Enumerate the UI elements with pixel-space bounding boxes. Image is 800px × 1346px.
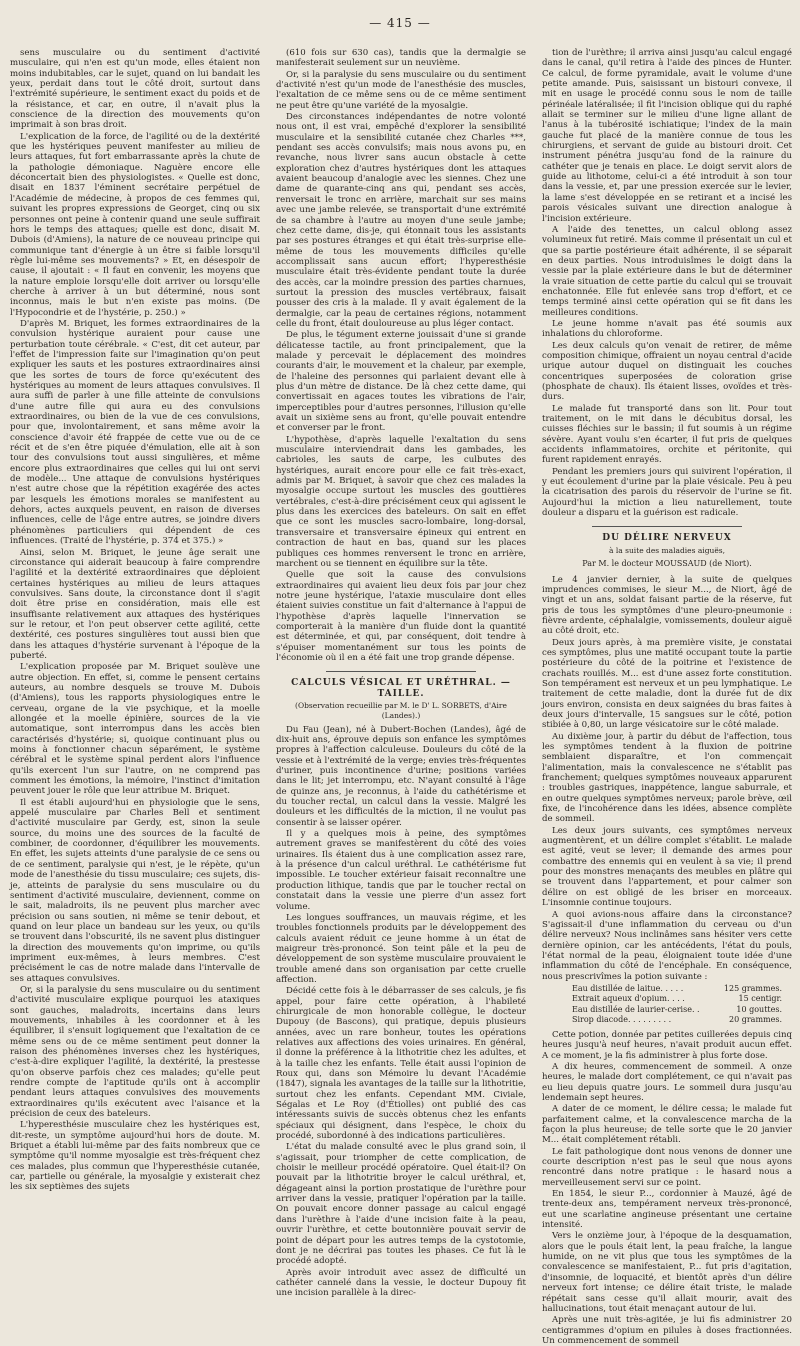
paragraph: Le fait pathologique dont nous venons de donner une courte description n'est pas le seul que nous ayons rencontré dans notre pratique : le hasard nous a merveilleusement servi sur ce point. (542, 1146, 792, 1188)
paragraph: Deux jours après, à ma première visite, je constatai ces symptômes, plus une matité occupant toute la partie postérieure du côté de la poitrine et l'existence de crachats rouillés. M... est d'une assez forte constitution. Son tempérament est nerveux et un peu lymphatique. Le traitement de cette maladie, dont la durée fut de dix jours environ, consista en deux saignées du bras faites à deux jours d'intervalle, 15 sangsues sur le côté, potion stibiée à 0,80, un large vésicatoire sur le côté malade. (542, 637, 792, 731)
paragraph: Du Fau (Jean), né à Dubert-Bochen (Landes), âgé de dix-huit ans, éprouve depuis son enfance les symptômes propres à l'affection calculeuse. Douleurs du côté de la vessie et à l'extrémité de la verge; envies très-fréquentes d'uriner, puis incontinence d'urine; positions variées dans le lit; jet interrompu, etc. N'ayant consulté à l'âge de quinze ans, je reconnus, à l'aide du cathétérisme et du toucher rectal, un calcul dans la vessie. Malgré les douleurs et les difficultés de la miction, il ne voulut pas consentir à se laisser opérer. (276, 724, 526, 828)
paragraph: Décidé cette fois à le débarrasser de ses calculs, je fis appel, pour faire cette opération, à l'habileté chirurgicale de mon honorable collègue, le docteur Dupouy (de Bascons), qui pratique, depuis plusieurs années, avec un rare bonheur, toutes les opérations relatives aux affections des voies urinaires. En général, il donne la préférence à la lithotritie chez les adultes, et à la taille chez les enfants. Telle était aussi l'opinion de Roux qui, dans son Mémoire lu devant l'Académie (1847), signala les avantages de la taille sur la lithotritie, surtout chez les enfants. Cependant MM. Civiale, Ségalas et Le Roy (d'Étiolles) ont publié des cas intéressants suivis de succès obtenus chez les enfants spéciaux qui désignent, dans l'espèce, le choix du procédé, subordonné à des indications particulières. (276, 986, 526, 1142)
paragraph: Les longues souffrances, un mauvais régime, et les troubles fonctionnels produits par le développement des calculs avaient réduit ce jeune homme à un état de maigreur très-prononcé. Son teint pâle et la peu de développement de son système musculaire prouvaient le trouble amené dans son organisation par cette cruelle affection. (276, 912, 526, 985)
byline: Par M. le docteur MOUSSAUD (de Niort). (582, 559, 752, 569)
paragraph: Au dixième jour, à partir du début de l'affection, tous les symptômes tendent à la fluxion de poitrine semblaient disparaître, et l'on commençait l'alimentation, mais la convalescence ne s'établit pas franchement; quelques symptômes nouveaux apparurent : troubles gastriques, inappétence, langue saburrale, et en outre quelques symptômes nerveux; parole brève, œil fixe, de l'incohérence dans les idées, absence complète de sommeil. (542, 731, 792, 825)
prescription-quantity: 20 grammes. (729, 1015, 782, 1025)
paragraph: A dater de ce moment, le délire cessa; le malade fut parfaitement calme, et la convalescence marcha de la façon la plus heureuse; de telle sorte que le 20 janvier M... était complétement rétabli. (542, 1104, 792, 1146)
paragraph: Après une nuit très-agitée, je lui fis administrer 20 centigrammes d'opium en pilules à doses fractionnées. Un commencement de sommeil (542, 1315, 792, 1346)
paragraph: Quelle que soit la cause des convulsions extraordinaires qui avaient lieu deux fois par jour chez notre jeune hystérique, l'ataxie musculaire dont elles étaient suivies constitue un fait d'alternance à l'appui de l'hypothèse d'après laquelle l'innervation se comporterait à la manière d'un fluide dont la quantité est déterminée, et qui, par conséquent, doit tendre à s'épuiser momentanément sur tous les points de l'économie où il en a été fait une trop grande dépense. (276, 570, 526, 663)
section-title: CALCULS VÉSICAL ET URÉTHRAL. — TAILLE. (291, 678, 511, 699)
section-divider (592, 526, 742, 527)
paragraph: A dix heures, commencement de sommeil. A onze heures, le malade dort complétement, ce qui n'avait pas eu lieu depuis quatre jours. Le sommeil dura jusqu'au lendemain sept heures. (542, 1061, 792, 1103)
paragraph: Le malade fut transporté dans son lit. Pour tout traitement, on le mit dans le décubitus dorsal, les cuisses fléchies sur le bassin; il fut soumis à un régime sévère. Ayant voulu s'en écarter, il fut pris de quelques accidents inflammatoires, orchite et péritonite, qui furent rapidement enrayés. (542, 403, 792, 466)
prescription-label: Eau distillée de laitue. . . . . (572, 983, 684, 993)
paragraph: Or, si la paralysie du sens musculaire ou du sentiment d'activité n'est qu'un mode de l'anesthésie des muscles, l'exaltation de ce même sens ou de ce même sentiment ne peut être qu'une variété de la myosalgie. (276, 69, 526, 111)
paragraph: En 1854, le sieur P..., cordonnier à Mauzé, âgé de trente-deux ans, tempérament nerveux très-prononcé, eut une scarlatine angineuse présentant une certaine intensité. (542, 1189, 792, 1231)
prescription-quantity: 125 grammes. (723, 983, 782, 993)
section-subtitle: (Observation recueillie par M. le D' L. SORBETS, d'Aire (Landes).) (295, 700, 507, 721)
paragraph: L'état du malade consulté avec le plus grand soin, il s'agissait, pour triompher de cette complication, de choisir le meilleur procédé opératoire. Quel était-il? On pouvait par la lithotritie broyer le calcul uréthral, et, dégageant ainsi la portion prostatique de l'urèthre pour arriver dans la vessie, pratiquer l'opération par la taille. On pouvait encore donner passage au calcul engagé dans l'urèthre à l'aide d'une incision faite à la peau, ouvrir l'urèthre, et cette boutonnière pouvait servir de point de départ pour les autres temps de la cystotomie, dont je ne décrirai pas toutes les phases. Ce fut là le procédé adopté. (276, 1142, 526, 1267)
prescription-quantity: 15 centigr. (738, 994, 782, 1004)
paragraph: Les deux calculs qu'on venait de retirer, de même composition chimique, offraient un noyau central d'acide urique autour duquel on distinguait les couches concentriques superposées de coloration grise (phosphate de chaux). Ils étaient lisses, ovoïdes et très-durs. (542, 340, 792, 403)
paragraph: L'hyperesthésie musculaire chez les hystériques est, dit-reste, un symptôme aujourd'hui hors de doute. M. Briquet a établi lui-même par des faits nombreux que ce symptôme qu'il nomme myosalgie est très-fréquent chez ces malades, plus commun que l'hyperesthésie cutanée, car, partielle ou générale, la myosalgie y existerait chez les six septièmes des sujets (10, 1120, 260, 1193)
prescription-label: Extrait aqueux d'opium. . . . (572, 994, 685, 1004)
page-number: — 415 — (369, 16, 431, 30)
paragraph: Il y a quelques mois à peine, des symptômes autrement graves se manifestèrent du côté des voies urinaires. Ils étaient dus à une complication assez rare, à la présence d'un calcul uréthral. Le cathétérisme fut impossible. Le toucher extérieur faisait reconnaître une production lithique, tandis que par le toucher rectal on constatait dans la vessie une pierre d'un assez fort volume. (276, 829, 526, 912)
paragraph: Il est établi aujourd'hui en physiologie que le sens, appelé musculaire par Charles Bell et sentiment d'activité musculaire par Gerdy, est, sinon la seule source, du moins une des sources de la faculté de combiner, de coordonner, d'équilibrer les mouvements. En effet, les sujets atteints d'une paralysie de ce sens ou de ce sentiment, paralysie qui n'est, je le répète, qu'un mode de l'anesthésie du tissu musculaire; ces sujets, dis-je, atteints de paralysie du sens musculaire ou du sentiment d'activité musculaire, deviennent, comme on le sait, maladroits, ils ne peuvent plus marcher avec précision ou sans soutien, ni même se tenir debout, et quand on leur place un bandeau sur les yeux, ou qu'ils se trouvent dans l'obscurité, ils ne savent plus distinguer la direction des mouvements qu'on imprime, ou qu'ils impriment eux-mêmes, à leurs membres. C'est précisément le cas de notre malade dans l'intervalle de ses attaques convulsives. (10, 797, 260, 984)
paragraph: Vers le onzième jour, à l'époque de la desquamation, alors que le pouls était lent, la peau fraîche, la langue humide, on ne vit plus que tous les symptômes de la convalescence se manifestaient, P... fut pris d'agitation, d'insomnie, de loquacité, et bientôt après d'un délire nerveux fort intense; ce délire était triste, le malade répétait sans cesse qu'il allait mourir, avait des hallucinations, tout était menaçant autour de lui. (542, 1231, 792, 1314)
paragraph: L'explication de la force, de l'agilité ou de la dextérité que les hystériques peuvent manifester au milieu de leurs attaques, fut fort embarrassante après la chute de la pathologie démoniaque. Naguère encore elle déconcertait bien des physiologistes. « Quelle est donc, disait en 1837 l'éminent secrétaire perpétuel de l'Académie de médecine, à propos de ces femmes qui, suivant les propres expressions de Georget, cinq ou six personnes ont peine à contenir quand une seule suffirait hors le temps des attaques; quelle est donc, disait M. Dubois (d'Amiens), la nature de ce nouveau principe qui communique tant d'énergie à un être si faible lorsqu'il règle lui-même ses mouvements? » Et, en désespoir de cause, il ajoutait : « Il faut en convenir, les moyens que la nature emploie lorsqu'elle doit arriver ou lorsqu'elle cherche à arriver à un but déterminé, nous sont inconnus, mais le but n'en existe pas moins. (De l'Hypocondrie et de l'hystérie, p. 250.) » (10, 131, 260, 318)
prescription-row (572, 984, 792, 995)
paragraph: Ainsi, selon M. Briquet, le jeune âge serait une circonstance qui aiderait beaucoup à faire comprendre l'agilité et la dextérité extraordinaires que déploient certaines hystériques au milieu de leurs attaques convulsives. Sans doute, la circonstance dont il s'agit doit être prise en considération, mais elle est insuffisante relativement aux attaques des hystériques sur le retour, et l'on peut observer cette agilité, cette dextérité, ces postures singulières tout aussi bien que dans les attaques d'hystérie survenant à l'époque de la puberté. (10, 547, 260, 661)
prescription-row (572, 994, 792, 1005)
paragraph: L'hypothèse, d'après laquelle l'exaltation du sens musculaire interviendrait dans les gambades, les cabrioles, les sauts de carpe, les culbutes des hystériques, aurait encore pour elle ce fait très-exact, admis par M. Briquet, à savoir que chez ces malades la myosalgie occupe surtout les muscles des gouttières vertébrales, c'est-à-dire précisément ceux qui agissent le plus dans les exercices des bateleurs. On sait en effet que ce sont les muscles sacro-lombaire, long-dorsal, transversaire et transversaire épineux qui entrent en contraction de haut en bas, quand sur les places publiques ces hommes renversent le tronc en arrière, marchent ou se tiennent en équilibre sur la tête. (276, 434, 526, 569)
paragraph: Après avoir introduit avec assez de difficulté un cathéter cannelé dans la vessie, le docteur Dupouy fit une incision parallèle à la direc- (276, 1267, 526, 1299)
paragraph: Cette potion, donnée par petites cuillerées depuis cinq heures jusqu'à neuf heures, n'avait produit aucun effet. A ce moment, je la fis administrer à plus forte dose. (542, 1029, 792, 1061)
section-divider (326, 671, 476, 672)
paragraph: Des circonstances indépendantes de notre volonté nous ont, il est vrai, empêché d'explorer la sensibilité musculaire et la sensibilité cutanée chez Charles ***, pendant ses accès convulsifs; mais nous avons pu, en revanche, nous livrer sans aucun obstacle à cette exploration chez d'autres hystériques dont les attaques avaient beaucoup d'analogie avec les siennes. Chez une dame de quarante-cinq ans qui, pendant ses accès, renversait le tronc en arrière, marchait sur ses mains avec une jambe relevée, se transportait d'une extrémité de sa chambre à l'autre au moyen d'une seule jambe; chez cette dame, dis-je, qui étonnait tous les assistants par ses postures étranges et qui était très-surprise elle-même de tous les mouvements difficiles qu'elle accomplissait sans aucun effort; l'hyperesthésie musculaire était très-évidente pendant toute la durée des accès, car la moindre pression des parties charnues, surtout la pression des muscles vertébraux, faisait pousser des cris à la malade. Il y avait également de la dermalgie, car la peau de certaines régions, notamment celle du front, était douloureuse au plus léger contact. (276, 112, 526, 329)
prescription-table (572, 984, 792, 1026)
paragraph: tion de l'urèthre; il arriva ainsi jusqu'au calcul engagé dans le canal, qu'il retira à l'aide des pinces de Hunter. Ce calcul, de forme pyramidale, avait le volume d'une petite amande. Puis, saisissant un bistouri convexe, il mit en usage le procédé connu sous le nom de taille périnéale latéralisée; il fit l'incision oblique qui du raphé allait se terminer sur le milieu d'une ligne allant de l'anus à la tubérosité ischiatique; l'index de la main gauche fut placé de la manière connue de tous les chirurgiens, et servant de guide au bistouri droit. Cet instrument pénétra jusqu'au fond de la rainure du cathéter que je tenais en place. Le doigt servit alors de guide au lithotome, celui-ci a été introduit à son tour dans la vessie, et, par une pression exercée sur le levier, la lame s'est développée en se retirant et a incisé les parois vésicales suivant une direction analogue à l'incision extérieure. (542, 48, 792, 224)
paragraph: Le jeune homme n'avait pas été soumis aux inhalations du chloroforme. (542, 318, 792, 340)
paragraph: L'explication proposée par M. Briquet soulève une autre objection. En effet, si, comme le pensent certains auteurs, au nombre desquels se trouve M. Dubois (d'Amiens), tous les rapports physiologiques entre le cerveau, organe de la vie psychique, et la moelle allongée et la moelle épinière, sources de la vie automatique, sont interrompus dans les accès bien caractérisés d'hystérie; si, quoique continuant plus ou moins à fonctionner chacun séparément, le système cérébral et le système spinal perdent alors l'influence qu'ils exercent l'un sur l'autre, on ne comprend pas comment les émotions, la mémoire, l'instinct d'imitation peuvent jouer le rôle que leur attribue M. Briquet. (10, 662, 260, 797)
prescription-label: Eau distillée de laurier-cerise. . (572, 1004, 700, 1014)
paragraph: A l'aide des tenettes, un calcul oblong assez volumineux fut retiré. Mais comme il présentait un cul et que sa partie postérieure était adhérente, il se séparait en deux parties. Nous introduisîmes le doigt dans la vessie par la plaie extérieure dans le but de déterminer la vraie situation de cette partie du calcul qui se trouvait enchatonnée. Elle fut enlevée sans trop d'effort, et ce temps terminé ainsi cette opération qui se fit dans les meilleures conditions. (542, 224, 792, 318)
paragraph: A quoi avions-nous affaire dans la circonstance? S'agissait-il d'une inflammation du cerveau ou d'un délire nerveux? Nous inclinâmes sans hésiter vers cette dernière opinion, car les antécédents, l'état du pouls, l'état normal de la peau, éloignaient toute idée d'une inflammation du côté de l'encéphale. En conséquence, nous prescrivîmes la potion suivante : (542, 909, 792, 982)
prescription-row (572, 1015, 792, 1026)
paragraph: D'après M. Briquet, les formes extraordinaires de la convulsion hystérique auraient pour cause une perturbation toute cérébrale. « C'est, dit cet auteur, par l'effet de l'impression faite sur l'imagination qu'on peut expliquer les sauts et les postures extraordinaires ainsi que les sortes de tours de force qu'exécutent des hystériques au moment de leurs attaques convulsives. Il aura suffi de parler à une fille atteinte de convulsions d'une autre fille qui aura eu des convulsions extraordinaires, ou bien de la vue de ces convulsions, pour que, involontairement, et sans même avoir la conscience d'avoir été frappée de cette vue ou de ce récit et de s'en être piquée d'émulation, elle ait à son tour des convulsions tout aussi singulières, et même encore plus extraordinaires que celles qui lui ont servi de modèle... Une attaque de convulsions hystériques n'est autre chose que la répétition exagérée des actes par lesquels les émotions morales se manifestent au dehors, actes auxquels peuvent, en raison de diverses influences, celle de l'âge entre autres, se joindre divers phénomènes particuliers qui dépendent de ces influences. (Traité de l'hystérie, p. 374 et 375.) » (10, 318, 260, 547)
section-title: DU DÉLIRE NERVEUX (602, 533, 732, 544)
paragraph: De plus, le tégument externe jouissait d'une si grande délicatesse tactile, au front principalement, que la malade y percevait le déplacement des moindres courants d'air, le mouvement et la chaleur, par exemple, de l'haleine des personnes qui parlaient devant elle à plus d'un mètre de distance. De là chez cette dame, qui convertissait en agaces toutes les vibrations de l'air, imperceptibles pour d'autres personnes, l'illusion qu'elle avait un sixième sens au front, qu'elle pouvait entendre et converser par le front. (276, 330, 526, 434)
paragraph: Pendant les premiers jours qui suivirent l'opération, il y eut écoulement d'urine par la plaie vésicale. Peu à peu la cicatrisation des parois du réservoir de l'urine se fit. Aujourd'hui la miction a lieu naturellement, toute douleur a disparu et la guérison est radicale. (542, 466, 792, 519)
column-right (542, 48, 792, 1346)
paragraph: (610 fois sur 630 cas), tandis que la dermalgie se manifesterait seulement sur un neuvième. (276, 48, 526, 69)
prescription-label: Sirop diacode. . . . . . . . . (572, 1015, 672, 1025)
prescription-row (572, 1005, 792, 1016)
column-left (10, 48, 260, 1193)
paragraph: Or, si la paralysie du sens musculaire ou du sentiment d'activité musculaire explique pourquoi les ataxiques sont gauches, maladroits, incertains dans leurs mouvements, inhabiles à les coordonner et à les équilibrer, il s'ensuit logiquement que l'exaltation de ce même sens ou de ce même sentiment peut donner la raison des phénomènes inverses chez les hystériques, c'est-à-dire expliquer l'agilité, la dextérité, la prestesse qu'on observe parfois chez ces malades; qu'elle peut rendre compte de l'aptitude qu'ils ont à accomplir pendant leurs attaques convulsives des mouvements extraordinaires qu'ils exécutent avec l'aisance et la précision de ceux des bateleurs. (10, 984, 260, 1120)
paragraph: sens musculaire ou du sentiment d'activité musculaire, qui n'en est qu'un mode, elles étaient non moins indubitables, car le sujet, quand on lui bandait les yeux, perdait dans tout le côté droit, surtout dans l'extrémité supérieure, le sentiment exact du poids et de la résistance, et car, en outre, il n'avait plus la conscience de la direction des mouvements qu'on imprimait à son bras droit. (10, 48, 260, 131)
paragraph: Les deux jours suivants, ces symptômes nerveux augmentèrent, et un délire complet s'établit. Le malade est agité, veut se lever; il demande des armes pour combattre des ennemis qui en veulent à sa vie; il prend pour des monstres menaçants des meubles en plâtre qui se trouvent dans l'appartement, et pour calmer son délire on est obligé de les briser en morceaux. L'insomnie continue toujours. (542, 825, 792, 909)
section-subtitle: à la suite des maladies aiguës, (609, 545, 725, 555)
paragraph: Le 4 janvier dernier, à la suite de quelques imprudences commises, le sieur M..., de Niort, âgé de vingt et un ans, soldat faisant partie de la réserve, fut pris de tous les symptômes d'une pleuro-pneumonie : fièvre ardente, céphalalgie, vomissements, douleur aiguë au côté droit, etc. (542, 574, 792, 637)
column-middle (276, 48, 526, 1299)
prescription-quantity: 10 gouttes. (736, 1004, 782, 1014)
